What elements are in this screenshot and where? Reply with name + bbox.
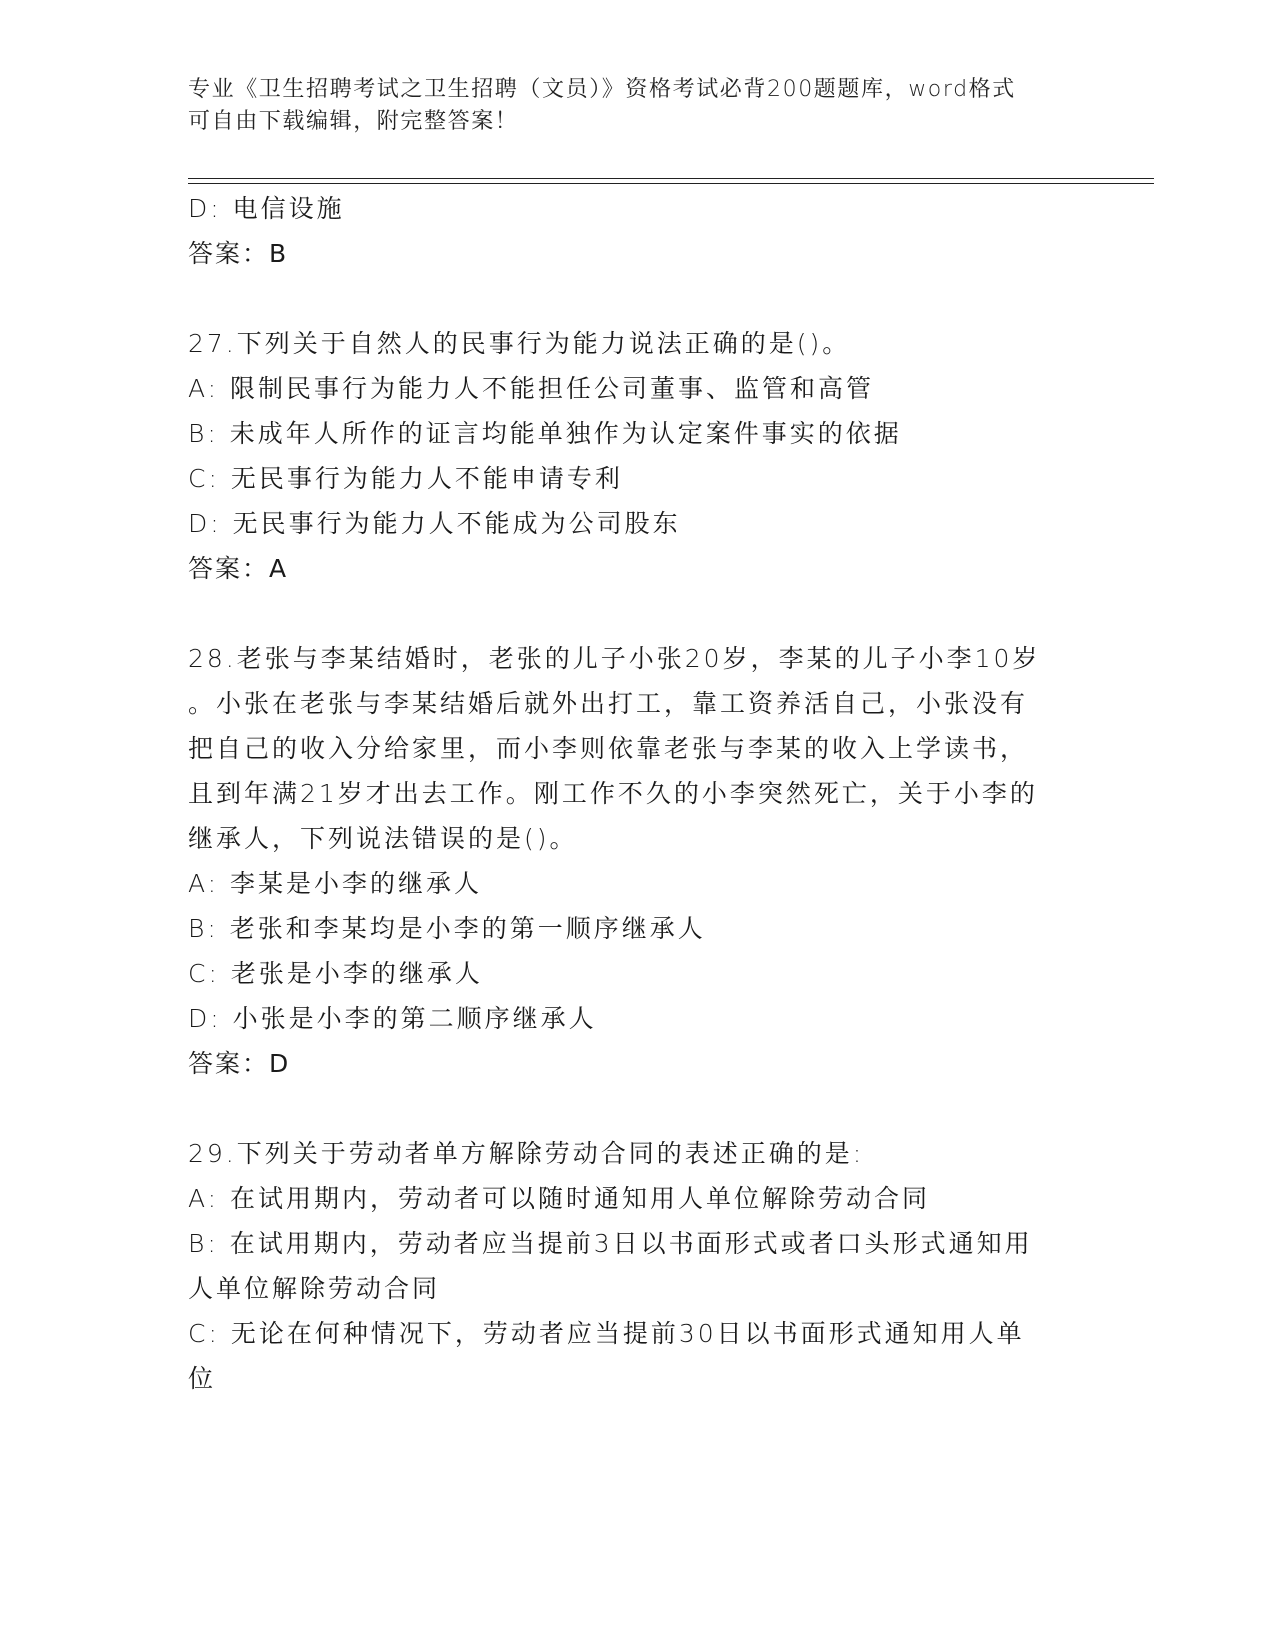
question-stem: 29.下列关于劳动者单方解除劳动合同的表述正确的是: [188,1139,865,1168]
option-b: B: 未成年人所作的证言均能单独作为认定案件事实的依据 [188,419,902,448]
option-d: D: 小张是小李的第二顺序继承人 [188,1004,597,1033]
option-b: B: 老张和李某均是小李的第一顺序继承人 [188,914,706,943]
question-27 [188,321,1088,591]
header-line-2: 可自由下载编辑，附完整答案！ [188,109,519,134]
question-26-tail [188,186,1088,276]
option-c: C: 老张是小李的继承人 [188,959,483,988]
spacer [188,276,1088,321]
document-header [188,74,1068,138]
option-d: D: 电信设施 [188,194,345,223]
question-stem-line: 把自己的收入分给家里，而小李则依靠老张与李某的收入上学读书， [188,734,1029,763]
option-c: C: 无民事行为能力人不能申请专利 [188,464,623,493]
question-stem-line: 继承人，下列说法错误的是()。 [188,824,578,853]
option-a: A: 限制民事行为能力人不能担任公司董事、监管和高管 [188,374,875,403]
answer: 答案：D [188,1049,291,1078]
option-c-line: C: 无论在何种情况下，劳动者应当提前30日以书面形式通知用人单 [188,1319,1025,1348]
answer: 答案：B [188,239,289,268]
question-29 [188,1131,1088,1401]
question-stem-line: 且到年满21岁才出去工作。刚工作不久的小李突然死亡，关于小李的 [188,779,1038,808]
option-d: D: 无民事行为能力人不能成为公司股东 [188,509,681,538]
option-a: A: 在试用期内，劳动者可以随时通知用人单位解除劳动合同 [188,1184,931,1213]
answer: 答案：A [188,554,289,583]
question-content [188,186,1088,1401]
option-b-line: B: 在试用期内，劳动者应当提前3日以书面形式或者口头形式通知用 [188,1229,1033,1258]
header-line-1: 专业《卫生招聘考试之卫生招聘（文员）》资格考试必背200题题库，word格式 [188,77,1016,102]
option-b-line: 人单位解除劳动合同 [188,1274,441,1303]
spacer [188,1086,1088,1131]
spacer [188,591,1088,636]
header-divider [188,178,1154,184]
question-28 [188,636,1088,1086]
question-stem-line: 。小张在老张与李某结婚后就外出打工，靠工资养活自己，小张没有 [188,689,1029,718]
question-stem: 27.下列关于自然人的民事行为能力说法正确的是()。 [188,329,851,358]
question-stem-line: 28.老张与李某结婚时，老张的儿子小张20岁，李某的儿子小李10岁 [188,644,1041,673]
option-c-line: 位 [188,1364,217,1393]
option-a: A: 李某是小李的继承人 [188,869,483,898]
